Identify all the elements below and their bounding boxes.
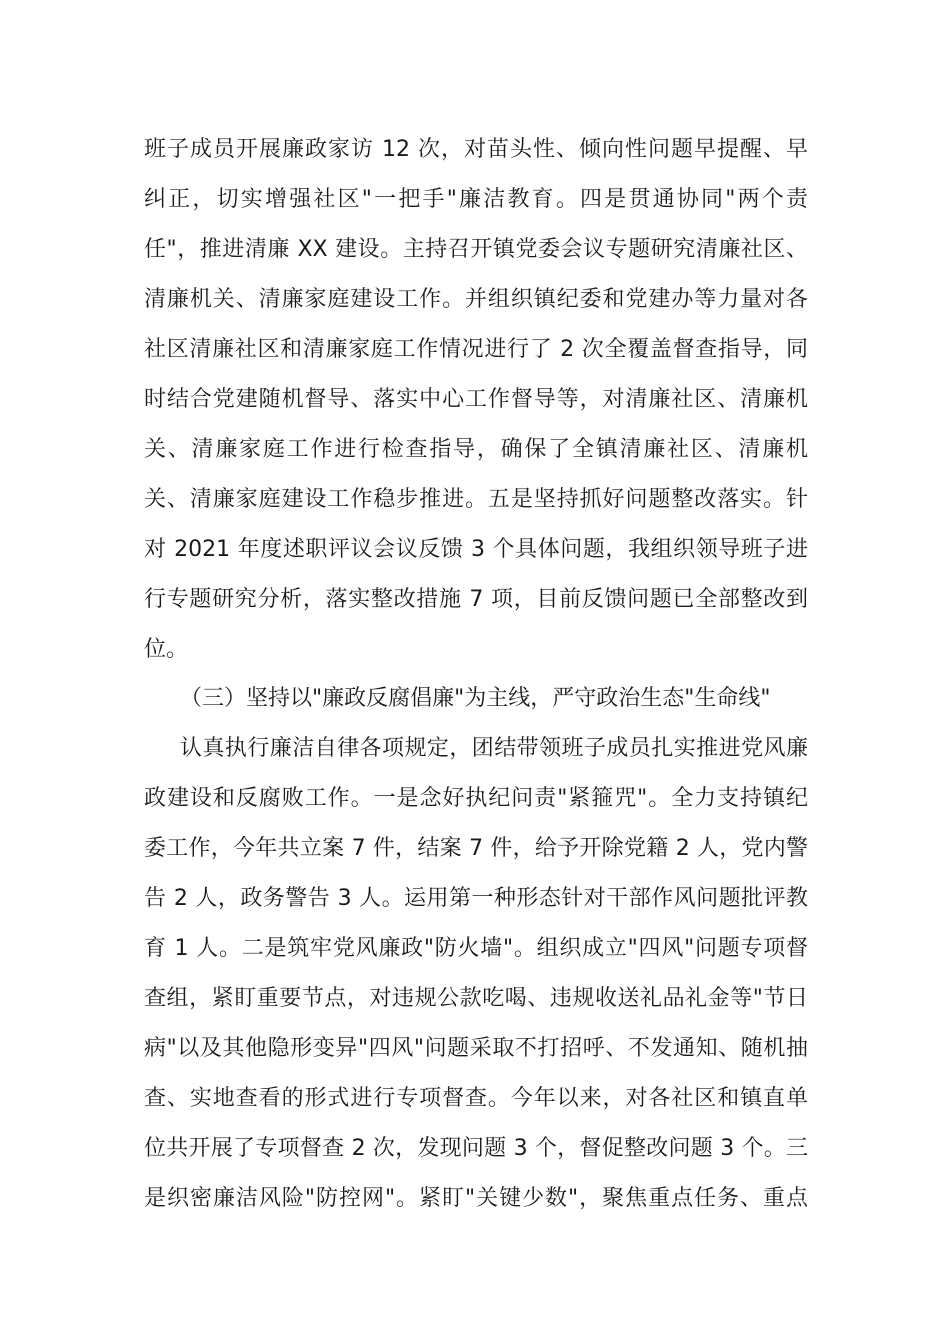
paragraph-line: 社区清廉社区和清廉家庭工作情况进行了 2 次全覆盖督查指导，同: [144, 337, 808, 362]
paragraph-line: 时结合党建随机督导、落实中心工作督导等，对清廉社区、清廉机: [144, 387, 808, 412]
paragraph-line: 行专题研究分析，落实整改措施 7 项，目前反馈问题已全部整改到: [144, 587, 808, 612]
paragraph-line: 是织密廉洁风险"防控网"。紧盯"关键少数"，聚焦重点任务、重点: [144, 1186, 808, 1211]
paragraph-line: 关、清廉家庭工作进行检查指导，确保了全镇清廉社区、清廉机: [144, 437, 808, 462]
paragraph-line: 委工作，今年共立案 7 件，结案 7 件，给予开除党籍 2 人，党内警: [144, 836, 808, 861]
paragraph-line: 班子成员开展廉政家访 12 次，对苗头性、倾向性问题早提醒、早: [144, 137, 808, 162]
paragraph-line: 查、实地查看的形式进行专项督查。今年以来，对各社区和镇直单: [144, 1086, 808, 1111]
paragraph-line: 告 2 人，政务警告 3 人。运用第一种形态针对干部作风问题批评教: [144, 886, 808, 911]
paragraph-line: 位。: [144, 637, 189, 662]
paragraph-line: 纠正，切实增强社区"一把手"廉洁教育。四是贯通协同"两个责: [144, 187, 808, 212]
paragraph-line: 对 2021 年度述职评议会议反馈 3 个具体问题，我组织领导班子进: [144, 537, 808, 562]
paragraph-line: 清廉机关、清廉家庭建设工作。并组织镇纪委和党建办等力量对各: [144, 287, 808, 312]
paragraph-line: 病"以及其他隐形变异"四风"问题采取不打招呼、不发通知、随机抽: [144, 1036, 808, 1061]
paragraph-line: 关、清廉家庭建设工作稳步推进。五是坚持抓好问题整改落实。针: [144, 487, 808, 512]
paragraph-line: 位共开展了专项督查 2 次，发现问题 3 个，督促整改问题 3 个。三: [144, 1136, 808, 1161]
section-heading: （三）坚持以"廉政反腐倡廉"为主线，严守政治生态"生命线": [180, 686, 771, 711]
paragraph-line: 查组，紧盯重要节点，对违规公款吃喝、违规收送礼品礼金等"节日: [144, 986, 808, 1011]
paragraph-line: 任"，推进清廉 XX 建设。主持召开镇党委会议专题研究清廉社区、: [144, 237, 808, 262]
paragraph-line: 政建设和反腐败工作。一是念好执纪问责"紧箍咒"。全力支持镇纪: [144, 786, 808, 811]
paragraph-line: 认真执行廉洁自律各项规定，团结带领班子成员扎实推进党风廉: [180, 736, 808, 761]
paragraph-line: 育 1 人。二是筑牢党风廉政"防火墙"。组织成立"四风"问题专项督: [144, 936, 808, 961]
